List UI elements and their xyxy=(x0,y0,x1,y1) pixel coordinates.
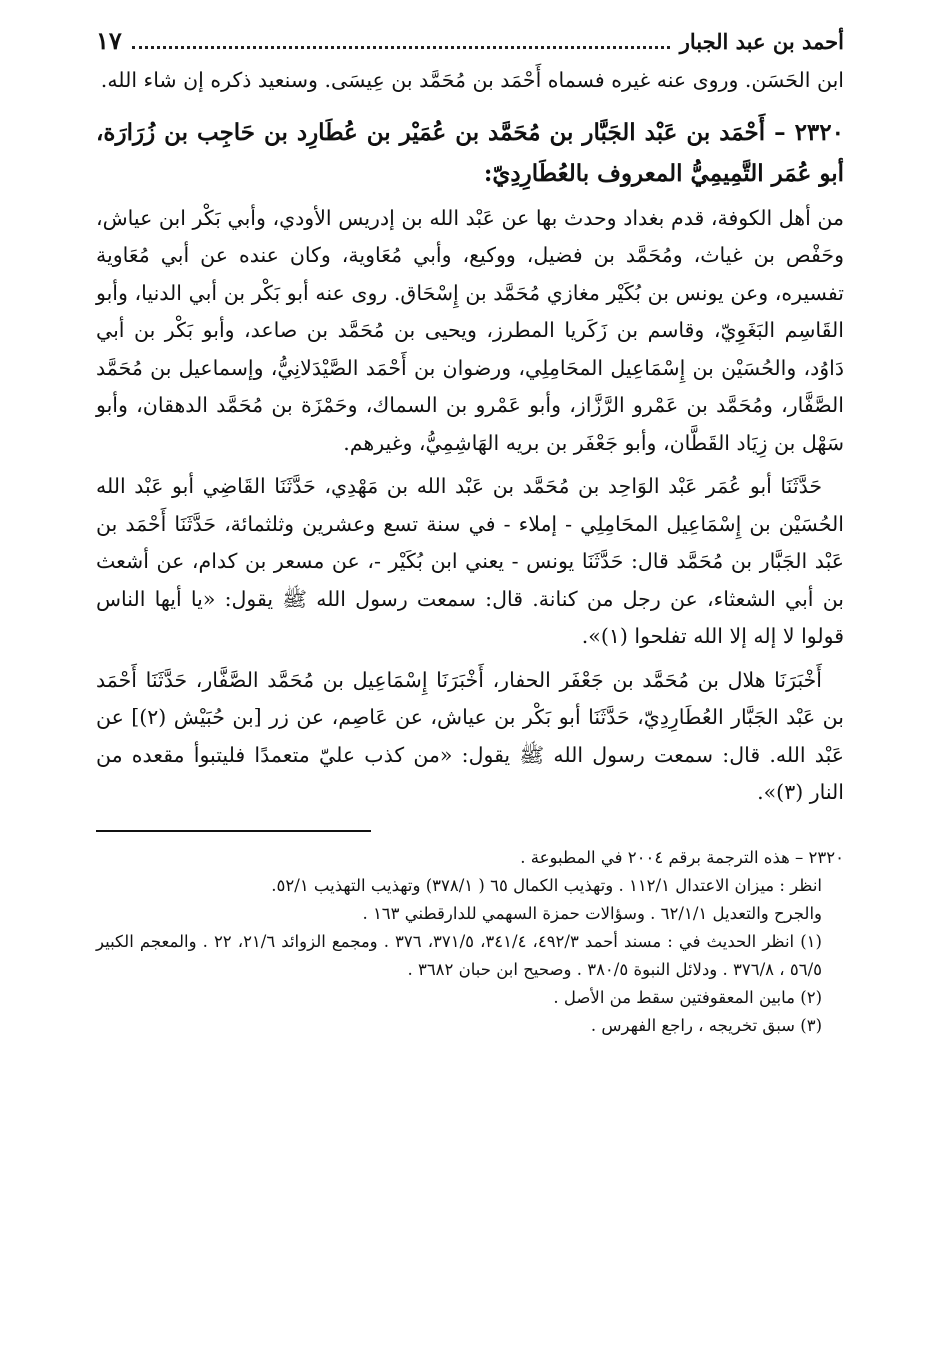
hadith-paragraph-2: أَخْبَرَنَا هلال بن مُحَمَّد بن جَعْفَر الحفار، أَخْبَرَنَا إِسْمَاعِيل بن مُحَمَّد الصَّفَّار، حَدَّثَنَا أَحْمَد بن عَبْد الجَبَّار العُطَارِدِيّ، حَدَّثَنَا أبو بَكْر بن عياش، عن عَاصِم، عن زر [بن حُبَيْش (٢)] عن عَبْد الله. قال: سمعت رسول الله ﷺ يقول: «من كذب عليّ متعمدًا فليتبوأ مقعده من النار (٣)». xyxy=(96,667,844,804)
footnote-3: (٣) سبق تخريجه ، راجع الفهرس . xyxy=(590,1015,822,1035)
book-page xyxy=(96,26,844,1040)
page-number: ١٧ xyxy=(96,26,122,55)
entry-title: ٢٣٢٠ – أَحْمَد بن عَبْد الجَبَّار بن مُحَمَّد بن عُمَيْر بن عُطَارِد بن حَاجِب بن زُرَارَة، أبو عُمَر التَّمِيمِيُّ المعروف بالعُطَارِدِيّ: xyxy=(96,118,844,187)
footnote-entry-intro: ٢٣٢٠ – هذه الترجمة برقم ٢٠٠٤ في المطبوعة . xyxy=(520,847,844,867)
footnote-sources-line-1: انظر : ميزان الاعتدال ١١٢/١ . وتهذيب الكمال ٦٥ ( ٣٧٨/١) وتهذيب التهذيب ٥٢/١. xyxy=(271,875,822,895)
biography-paragraph: من أهل الكوفة، قدم بغداد وحدث بها عن عَبْد الله بن إدريس الأودي، وأبي بَكْر ابن عياش، وحَفْص بن غياث، ومُحَمَّد بن فضيل، ووكيع، وأبي مُعَاوية، وكان عنده عن أبي مُعَاوية تفسيره، وعن يونس بن بُكَيْر مغازي مُحَمَّد بن إِسْحَاق. روى عنه أبو بَكْر بن أبي الدنيا، وأبو القَاسِم البَغَوِيّ، وقاسم بن زَكَريا المطرز، ويحيى بن مُحَمَّد بن صاعد، وأبو بَكْر بن أبي دَاوُد، والحُسَيْن بن إِسْمَاعِيل المحَامِلِي، ورضوان بن أَحْمَد الصَّيْدَلانِيُّ، وإسماعيل بن مُحَمَّد الصَّفَّار، ومُحَمَّد بن عَمْرو الرَّزَّاز، وأبو عَمْرو بن السماك، وحَمْزَة بن مُحَمَّد الدهقان، وأبو سَهْل بن زِيَاد القَطَّان، وأبو جَعْفَر بن بريه الهَاشِمِيُّ، وغيرهم. xyxy=(96,205,844,455)
continuation-paragraph: ابن الحَسَن. وروى عنه غيره فسماه أَحْمَد بن مُحَمَّد بن عِيسَى. وسنعيد ذكره إن شاء الله. xyxy=(100,68,844,92)
footnote-2: (٢) مابين المعقوفتين سقط من الأصل . xyxy=(553,987,822,1007)
page-header xyxy=(96,26,844,62)
footnotes xyxy=(96,844,844,1040)
footnote-separator-wrap xyxy=(96,812,844,844)
running-title: أحمد بن عبد الجبار xyxy=(679,29,844,54)
footnote-separator xyxy=(96,830,371,832)
footnote-1: (١) انظر الحديث في : مسند أحمد ٤٩٢/٣، ٣٤١/٤، ٣٧١/٥، ٣٧٦ . ومجمع الزوائد ٢١/٦، ٢٢ . والمعجم الكبير ٥٦/٥ ، ٣٧٦/٨ . ودلائل النبوة ٣٨٠/٥ . وصحيح ابن حبان ٣٦٨٢ . xyxy=(96,931,822,979)
header-dot-leader xyxy=(132,32,670,49)
footnote-sources-line-2: والجرح والتعديل ٦٢/١/١ . وسؤالات حمزة السهمي للدارقطني ١٦٣ . xyxy=(362,903,822,923)
hadith-paragraph-1: حَدَّثَنَا أبو عُمَر عَبْد الوَاحِد بن مُحَمَّد بن عَبْد الله بن مَهْدِي، حَدَّثَنَا القَاضِي أبو عَبْد الله الحُسَيْن بن إِسْمَاعِيل المحَامِلِي - إملاء - في سنة تسع وعشرين وثلثمائة، حَدَّثَنَا أَحْمَد بن عَبْد الجَبَّار بن مُحَمَّد قال: حَدَّثَنَا يونس - يعني ابن بُكَيْر -، عن مسعر بن كدام، عن أشعث بن أبي الشعثاء، عن رجل من كنانة. قال: سمعت رسول الله ﷺ يقول: «يا أيها الناس قولوا لا إله إلا الله تفلحوا (١)». xyxy=(96,474,844,648)
